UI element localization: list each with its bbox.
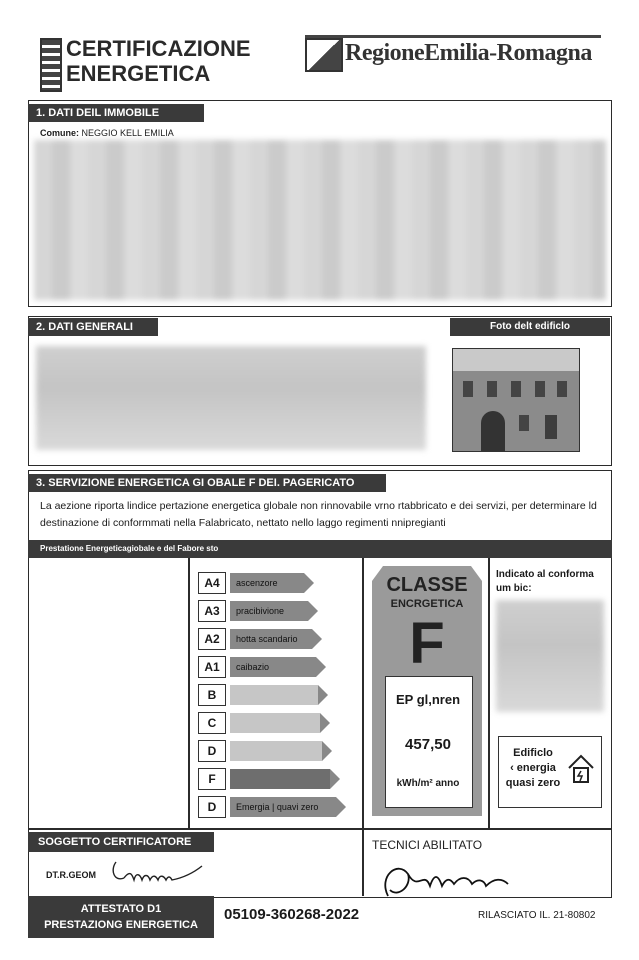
scale-letter: A4 <box>198 572 226 594</box>
scale-letter: C <box>198 712 226 734</box>
nzeb-line2: ‹ energia <box>510 762 556 774</box>
attestato-line1: ATTESTATO D1 <box>80 903 162 915</box>
scale-label: Emergia | quavi zero <box>230 797 336 817</box>
scale-label: hotta scandario <box>230 629 312 649</box>
footer-divider <box>362 828 364 896</box>
region-logo <box>305 38 601 78</box>
redacted-indicator <box>496 600 604 712</box>
scale-label <box>230 685 318 705</box>
building-photo <box>452 348 580 452</box>
scale-label <box>230 741 322 761</box>
scale-letter: F <box>198 768 226 790</box>
comune-label: Comune: <box>40 128 79 138</box>
scale-label: ascenzore <box>230 573 304 593</box>
nzeb-line3: quasi zero <box>505 777 561 789</box>
section-3-title: 3. SERVIZIONE ENERGETICA GI OBALE F DEI. PAGERICATO <box>28 474 386 492</box>
doc-title-line2: ENERGETICA <box>66 61 211 86</box>
section-3-description: La aezione riporta lindice pertazione energetica globale non rinnovabile vrno rtabbricato e dei servizi, per determinare ld destinazione di conformmati nella Falabricato, nettato nello laggo regimenti nnipregianti <box>40 500 597 529</box>
redacted-general-data <box>36 346 426 450</box>
attestato-box <box>28 896 214 938</box>
doc-title <box>66 36 251 86</box>
divider-right <box>488 558 490 828</box>
tecnici-title: TECNICI ABILITATO <box>372 838 483 852</box>
region-name: RegioneEmilia-Romagna <box>345 40 592 66</box>
indicator-text: Indicato al conforma um bic: <box>496 569 594 594</box>
nzeb-text <box>500 746 566 791</box>
building-image <box>453 349 579 451</box>
scale-letter: B <box>198 684 226 706</box>
scale-letter: A3 <box>198 600 226 622</box>
classe-value: F <box>409 611 445 676</box>
soggetto-title: SOGGETTO CERTIFICATORE <box>28 832 214 852</box>
logo-mark <box>40 38 62 92</box>
scale-label <box>230 769 330 789</box>
certifier-signature <box>110 852 220 888</box>
nzeb-house-icon <box>566 752 596 786</box>
region-flag-icon <box>305 38 343 72</box>
doc-title-line1: CERTIFICAZIONE <box>66 36 251 61</box>
ep-unit: kWh/m² anno <box>396 778 460 789</box>
ep-label: EP gl,nren <box>395 692 461 707</box>
ep-value: 457,50 <box>405 736 451 753</box>
photo-title: Foto delt edificlo <box>450 318 610 336</box>
classe-label: CLASSE <box>386 574 468 596</box>
attestato-line2: PRESTAZIONG ENERGETICA <box>44 919 198 931</box>
comune-value: NEGGIO KELL EMILIA <box>81 128 174 138</box>
rilasciato-date: RILASCIATO IL. 21-80802 <box>478 910 596 921</box>
section-2-title: 2. DATI GENERALI <box>28 318 158 336</box>
comune-line <box>40 128 174 138</box>
scale-letter: D <box>198 740 226 762</box>
divider-left <box>188 558 190 828</box>
certifier-name: DT.R.GEOM <box>46 870 97 880</box>
scale-letter: A1 <box>198 656 226 678</box>
scale-letter: D <box>198 796 226 818</box>
section-1-title: 1. DATI DEIL IMMOBILE <box>28 104 204 122</box>
scale-label: pracibivione <box>230 601 308 621</box>
nzeb-line1: Edificlo <box>513 747 553 759</box>
scale-letter: A2 <box>198 628 226 650</box>
scale-label: caibazio <box>230 657 316 677</box>
tecnici-signature <box>368 856 518 902</box>
redacted-property-data <box>34 140 606 300</box>
scale-label <box>230 713 320 733</box>
divider-mid <box>362 558 364 828</box>
certificate-code: 05109-360268-2022 <box>224 906 360 923</box>
classe-sub: ENCRGETICA <box>390 598 464 610</box>
performance-subheader: Prestatione Energeticagiobale e del Fabore sto <box>28 540 612 558</box>
